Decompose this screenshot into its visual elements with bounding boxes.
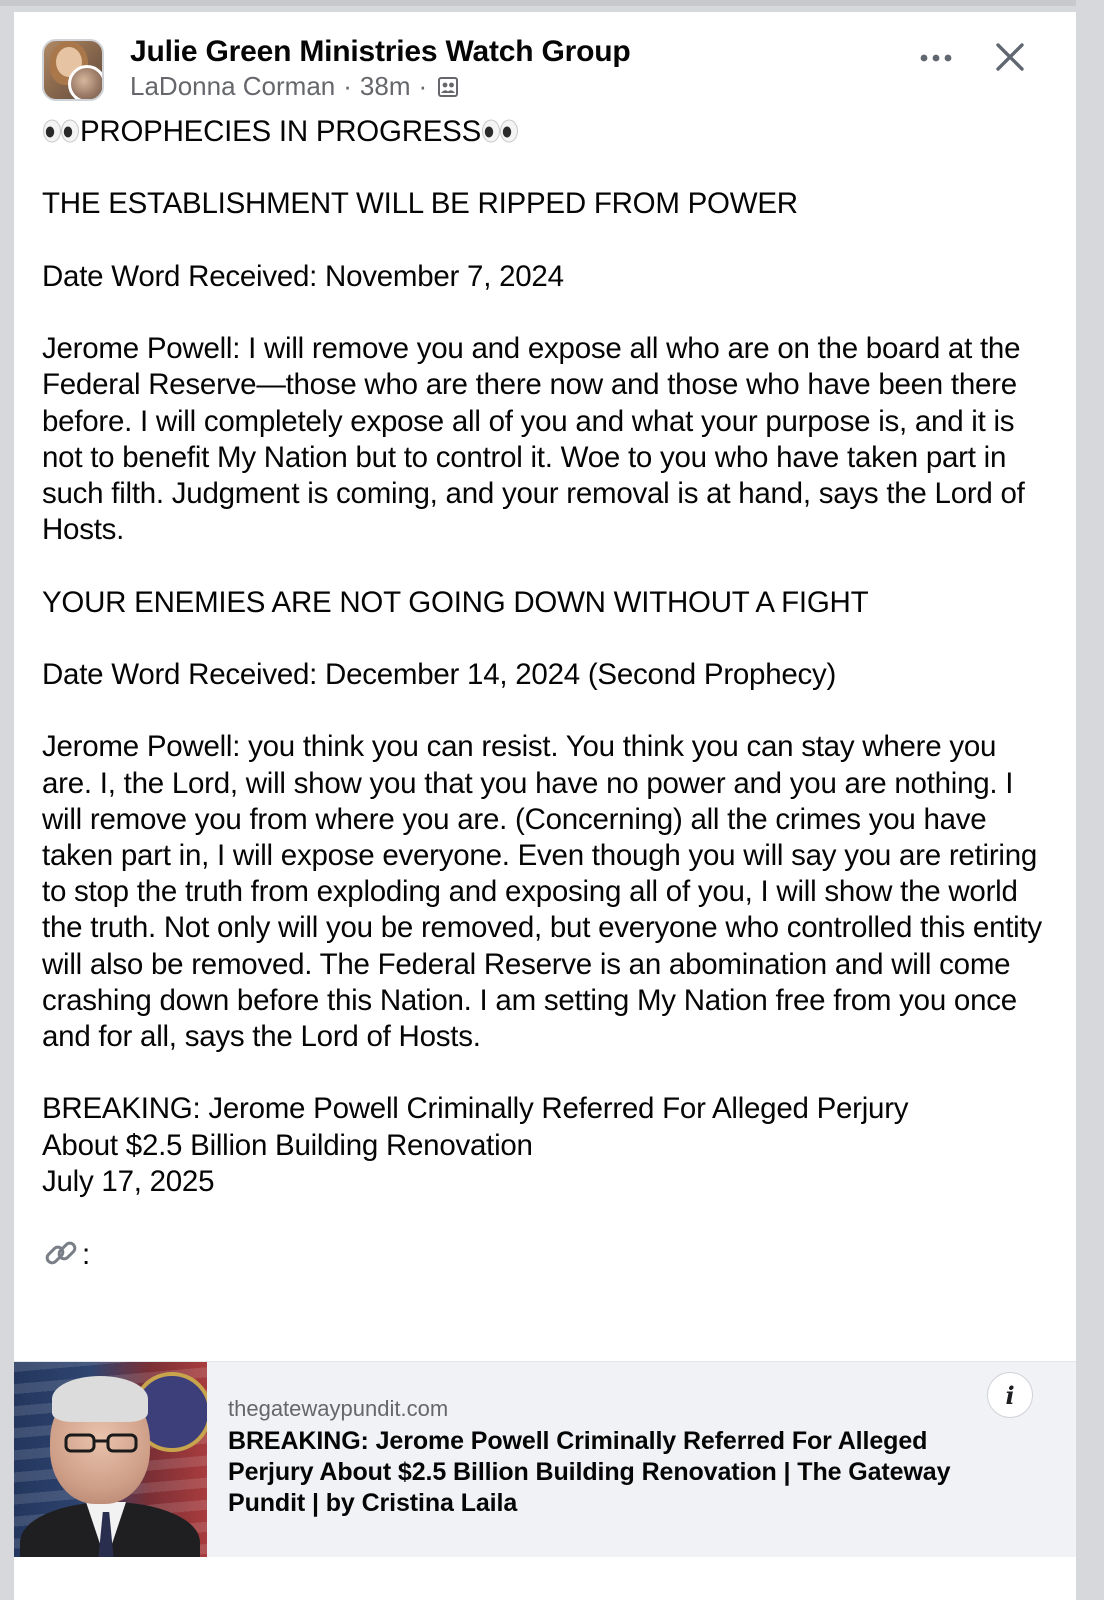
post-meta	[130, 71, 459, 102]
more-options-button[interactable]	[912, 40, 960, 76]
heading-enemies: YOUR ENEMIES ARE NOT GOING DOWN WITHOUT A FIGHT	[42, 585, 869, 619]
close-icon	[995, 42, 1025, 72]
right-edge	[1076, 0, 1104, 1600]
meta-separator: ·	[343, 71, 352, 101]
group-avatar[interactable]	[42, 39, 104, 101]
post-time[interactable]: 38m	[359, 71, 411, 101]
group-members-icon	[437, 76, 459, 98]
heading-establishment: THE ESTABLISHMENT WILL BE RIPPED FROM POWER	[42, 187, 798, 221]
preview-title[interactable]: BREAKING: Jerome Powell Criminally Referred For Alleged Perjury About $2.5 Billion Building Renovation | The Gateway Pundit | by Cristina Laila	[228, 1427, 951, 1517]
link-preview-card[interactable]	[14, 1361, 1076, 1557]
post-title-line	[42, 114, 1046, 150]
eyes-emoji	[481, 117, 519, 145]
thumbnail-hair	[52, 1376, 148, 1422]
prophecy-paragraph-2: Jerome Powell: you think you can resist. You think you can stay where you are. I, the Lord, will show you that you have no power and you are nothing. I will remove you from where you are. (Concerning) all the crimes you have taken part in, I will expose everyone. Even though you will say you are retiring to stop the truth from exploding and exposing all of you, I will show the world the truth. Not only will you be removed, but everyone who controlled this entity will also be removed. The Federal Reserve is an abomination and will come crashing down before this Nation. I am setting My Nation free from you once and for all, says the Lord of Hosts.	[42, 730, 1042, 1053]
link-line	[42, 1236, 1046, 1273]
author-name[interactable]: LaDonna Corman	[130, 71, 336, 101]
breaking-line-2: About $2.5 Billion Building Renovation	[42, 1128, 533, 1162]
thumbnail-glasses	[64, 1432, 138, 1454]
post-text	[42, 114, 1046, 1273]
close-button[interactable]	[989, 36, 1031, 78]
group-name[interactable]: Julie Green Ministries Watch Group	[130, 35, 631, 68]
info-icon: i	[1005, 1380, 1015, 1410]
breaking-line-1: BREAKING: Jerome Powell Criminally Referred For Alleged Perjury	[42, 1092, 909, 1126]
post-title: PROPHECIES IN PROGRESS	[80, 115, 482, 148]
info-button[interactable]	[987, 1372, 1033, 1418]
preview-domain[interactable]: thegatewaypundit.com	[228, 1396, 449, 1421]
top-strip	[0, 0, 1104, 6]
prophecy-paragraph-1: Jerome Powell: I will remove you and expose all who are on the board at the Federal Reserve—those who are there now and those who have been there before. I will completely expose all of you and what your purpose is, and it is not to benefit My Nation but to control it. Woe to you who have taken part in such filth. Judgment is coming, and your removal is at hand, says the Lord of Hosts.	[42, 332, 1025, 547]
eyes-emoji	[42, 117, 80, 145]
date-received-2: Date Word Received: December 14, 2024 (Second Prophecy)	[42, 657, 837, 691]
post-card	[14, 12, 1076, 1600]
link-suffix: :	[82, 1238, 90, 1272]
date-received-1: Date Word Received: November 7, 2024	[42, 259, 564, 293]
breaking-date: July 17, 2025	[42, 1164, 215, 1198]
link-emoji	[42, 1236, 82, 1272]
author-avatar[interactable]	[68, 65, 104, 101]
more-horizontal-icon	[919, 53, 953, 63]
meta-separator: ·	[418, 71, 428, 101]
news-thumbnail-image[interactable]	[14, 1362, 207, 1557]
